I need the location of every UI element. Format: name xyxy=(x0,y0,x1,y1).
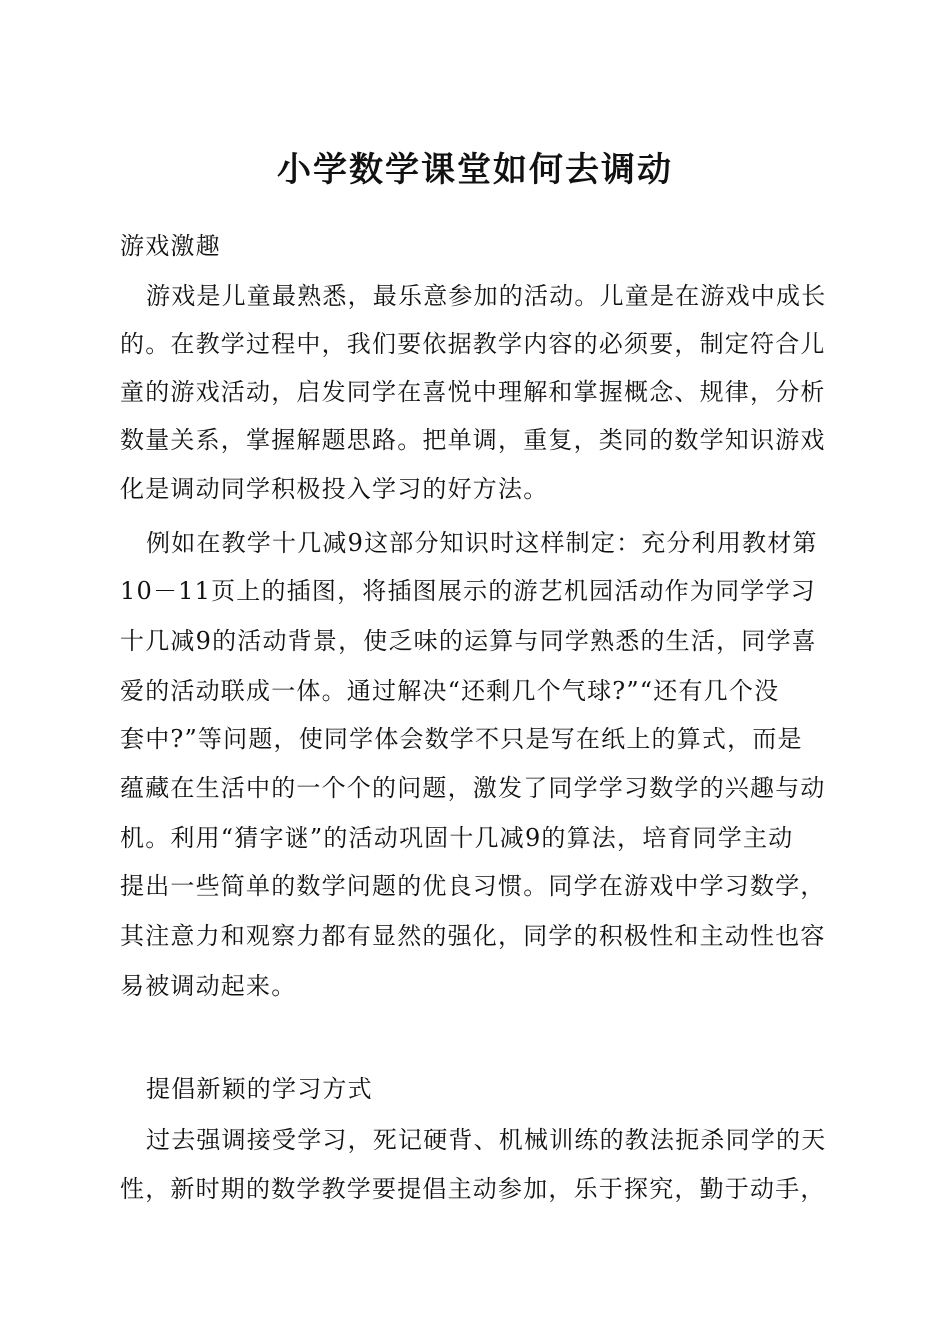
paragraph-line: 数量关系，掌握解题思路。把单调，重复，类同的数学知识游戏 xyxy=(120,426,826,454)
paragraph-line: 的。在教学过程中，我们要依据教学内容的必须要，制定符合儿 xyxy=(120,330,826,358)
paragraph-line: 提出一些简单的数学问题的优良习惯。同学在游戏中学习数学， xyxy=(120,872,826,900)
paragraph-line: 化是调动同学积极投入学习的好方法。 xyxy=(120,475,549,503)
paragraph-line: 十几减9的活动背景，使乏味的运算与同学熟悉的生活，同学喜 xyxy=(120,627,817,655)
paragraph-line: 过去强调接受学习，死记硬背、机械训练的教法扼杀同学的天 xyxy=(146,1126,827,1154)
paragraph-line: 爱的活动联成一体。通过解决“还剩几个气球?”“还有几个没 xyxy=(120,677,780,705)
paragraph-line: 例如在教学十几减9这部分知识时这样制定：充分利用教材第 xyxy=(146,529,818,557)
paragraph-line: 性，新时期的数学教学要提倡主动参加，乐于探究，勤于动手， xyxy=(120,1175,826,1203)
section-heading-learning-methods: 提倡新颖的学习方式 xyxy=(146,1075,373,1103)
paragraph-line: 套中?”等问题，使同学体会数学不只是写在纸上的算式，而是 xyxy=(120,725,803,753)
document-title: 小学数学课堂如何去调动 xyxy=(277,150,673,190)
paragraph-line: 10－11页上的插图，将插图展示的游艺机园活动作为同学学习 xyxy=(120,577,816,605)
paragraph-line: 游戏是儿童最熟悉，最乐意参加的活动。儿童是在游戏中成长 xyxy=(146,282,827,310)
paragraph-line: 其注意力和观察力都有显然的强化，同学的积极性和主动性也容 xyxy=(120,922,826,950)
paragraph-line: 易被调动起来。 xyxy=(120,972,297,1000)
paragraph-line: 童的游戏活动，启发同学在喜悦中理解和掌握概念、规律，分析 xyxy=(120,378,826,406)
section-heading-games: 游戏激趣 xyxy=(120,232,221,260)
paragraph-line: 机。利用“猜字谜”的活动巩固十几减9的算法，培育同学主动 xyxy=(120,824,794,852)
paragraph-line: 蕴藏在生活中的一个个的问题，激发了同学学习数学的兴趣与动 xyxy=(120,774,826,802)
